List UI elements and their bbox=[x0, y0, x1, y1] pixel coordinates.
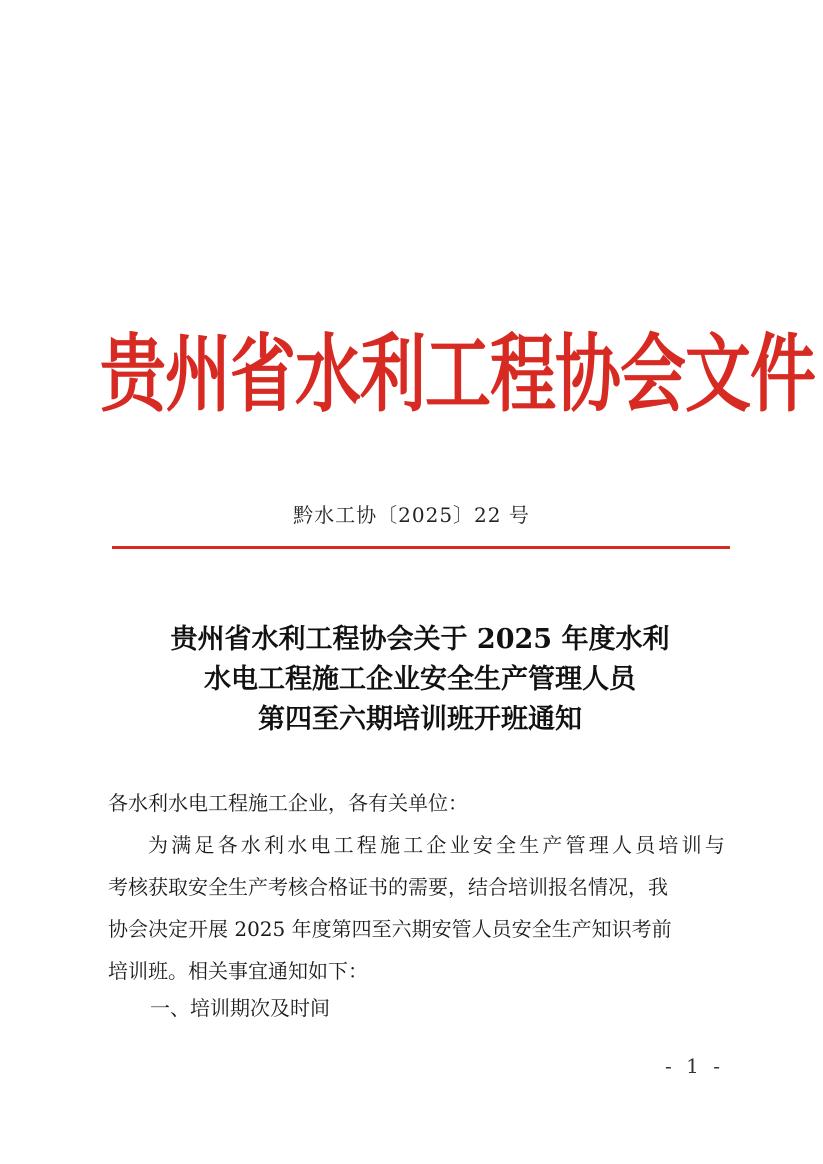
paragraph-line-2: 考核获取安全生产考核合格证书的需要，结合培训报名情况，我 bbox=[108, 875, 668, 899]
notice-title-line-2: 水电工程施工企业安全生产管理人员 bbox=[204, 664, 636, 695]
org-header-title: 贵州省水利工程协会文件 bbox=[100, 324, 815, 424]
notice-title-line-1: 贵州省水利工程协会关于 2025 年度水利 bbox=[170, 624, 670, 655]
notice-title bbox=[100, 620, 740, 740]
document-number: 黔水工协〔2025〕22 号 bbox=[293, 503, 530, 527]
paragraph-line-1: 为满足各水利水电工程施工企业安全生产管理人员培训与 bbox=[148, 833, 728, 857]
page-number: - 1 - bbox=[665, 1054, 724, 1078]
red-divider-line bbox=[112, 546, 730, 549]
paragraph-line-4: 培训班。相关事宜通知如下： bbox=[108, 959, 368, 983]
notice-title-line-3: 第四至六期培训班开班通知 bbox=[258, 704, 582, 735]
notice-body bbox=[108, 782, 738, 992]
salutation: 各水利水电工程施工企业，各有关单位： bbox=[108, 791, 468, 815]
paragraph-line-3: 协会决定开展 2025 年度第四至六期安管人员安全生产知识考前 bbox=[108, 917, 672, 941]
section-heading: 一、培训期次及时间 bbox=[150, 996, 330, 1020]
